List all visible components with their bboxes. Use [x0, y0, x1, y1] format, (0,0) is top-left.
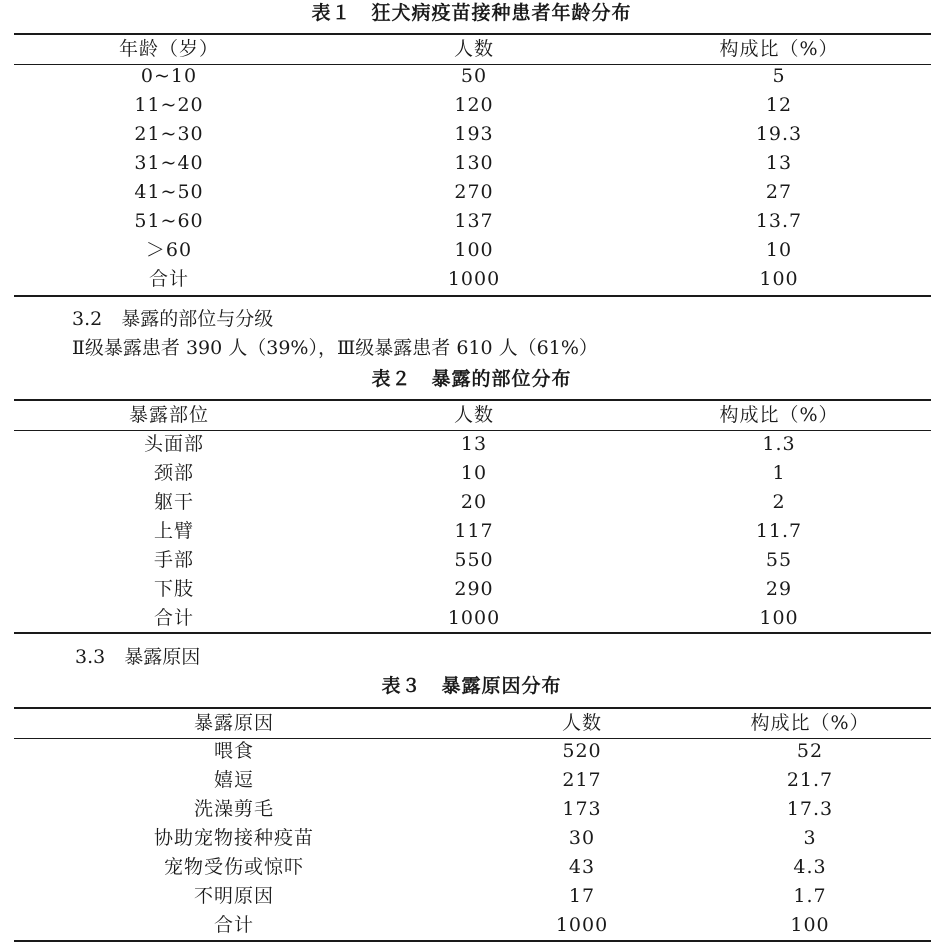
table1-cell-ratio: 100 — [759, 268, 799, 290]
table2-cell-ratio: 11.7 — [755, 520, 803, 542]
table2-row — [14, 517, 931, 546]
table3-cell-label: 合计 — [213, 914, 254, 936]
table2-cell-ratio: 2 — [772, 491, 786, 513]
table2-cell-ratio: 100 — [759, 607, 799, 629]
table2-row — [14, 546, 931, 575]
section-3-2-text: Ⅱ级暴露患者 390 人（39%），Ⅲ级暴露患者 610 人（61%） — [72, 337, 598, 359]
table3-header-ratio: 构成比（%） — [750, 712, 870, 734]
table3-cell-label: 宠物受伤或惊吓 — [163, 856, 304, 878]
table2-header-count: 人数 — [453, 404, 494, 426]
table2-cell-label: 头面部 — [143, 433, 204, 455]
table2-bottom-rule — [14, 632, 931, 634]
table1-header-count: 人数 — [453, 38, 494, 60]
table3-row — [14, 795, 931, 824]
section-3-2-heading: 3.2 暴露的部位与分级 — [72, 308, 274, 330]
table1-row — [14, 265, 931, 294]
table3-cell-ratio: 100 — [790, 914, 830, 936]
table3-row — [14, 853, 931, 882]
table1-header-age: 年龄（岁） — [118, 38, 219, 60]
table3-cell-count: 1000 — [555, 914, 609, 936]
table1-cell-ratio: 10 — [765, 239, 793, 261]
table1-cell-label: 41~50 — [134, 181, 204, 203]
table2-cell-count: 117 — [454, 520, 494, 542]
table3-cell-label: 洗澡剪毛 — [193, 798, 274, 820]
table3-cell-count: 43 — [568, 856, 596, 878]
table3-row — [14, 824, 931, 853]
table2-row — [14, 604, 931, 633]
table1-row — [14, 149, 931, 178]
table1-row — [14, 120, 931, 149]
table1-row — [14, 207, 931, 236]
table1-cell-count: 100 — [454, 239, 494, 261]
table1-cell-count: 130 — [454, 152, 494, 174]
table3-row — [14, 911, 931, 940]
table1-cell-count: 120 — [454, 94, 494, 116]
table2-cell-label: 下肢 — [153, 578, 194, 600]
table2-cell-label: 上臂 — [153, 520, 194, 542]
table2-cell-ratio: 55 — [765, 549, 793, 571]
table2-cell-count: 13 — [460, 433, 488, 455]
table2-cell-label: 躯干 — [153, 491, 194, 513]
table1-cell-ratio: 13.7 — [755, 210, 803, 232]
table3-cell-label: 不明原因 — [193, 885, 274, 907]
table1-bottom-rule — [14, 295, 931, 297]
table3-row — [14, 766, 931, 795]
table1-cell-ratio: 27 — [765, 181, 793, 203]
table1-cell-label: 0~10 — [140, 65, 198, 87]
table1-header-row — [14, 35, 931, 64]
table2-cell-count: 20 — [460, 491, 488, 513]
table1-cell-ratio: 13 — [765, 152, 793, 174]
table2-row — [14, 488, 931, 517]
table1-cell-count: 193 — [454, 123, 494, 145]
table1-header-ratio: 构成比（%） — [719, 38, 839, 60]
table3-cell-ratio: 21.7 — [786, 769, 834, 791]
table3-cell-count: 520 — [562, 740, 602, 762]
table3-header-row — [14, 709, 931, 738]
table3-cell-count: 30 — [568, 827, 596, 849]
table1-row — [14, 91, 931, 120]
table1-row — [14, 236, 931, 265]
table1-row — [14, 62, 931, 91]
table1-caption: 表１ 狂犬病疫苗接种患者年龄分布 — [311, 2, 632, 24]
table1-cell-label: 21~30 — [134, 123, 204, 145]
table1-row — [14, 178, 931, 207]
table1-cell-label: 51~60 — [134, 210, 204, 232]
table3-cell-ratio: 17.3 — [786, 798, 834, 820]
table1-cell-count: 270 — [454, 181, 494, 203]
table3-row — [14, 882, 931, 911]
table1-cell-label: 31~40 — [134, 152, 204, 174]
table3-header-count: 人数 — [561, 712, 602, 734]
table2-cell-count: 1000 — [447, 607, 501, 629]
table1-cell-count: 1000 — [447, 268, 501, 290]
table1-cell-label: 11~20 — [134, 94, 204, 116]
table1-cell-count: 137 — [454, 210, 494, 232]
table3-cell-ratio: 52 — [796, 740, 824, 762]
table3-cell-ratio: 4.3 — [793, 856, 827, 878]
table3-caption: 表３ 暴露原因分布 — [381, 675, 562, 697]
table3-bottom-rule — [14, 940, 931, 942]
table1-cell-ratio: 12 — [765, 94, 793, 116]
table2-cell-count: 550 — [454, 549, 494, 571]
table3-cell-count: 17 — [568, 885, 596, 907]
table2-row — [14, 575, 931, 604]
table2-header-row — [14, 401, 931, 430]
table3-cell-label: 嬉逗 — [213, 769, 254, 791]
table1-cell-count: 50 — [460, 65, 488, 87]
table2-cell-count: 10 — [460, 462, 488, 484]
section-3-3-heading: 3.3 暴露原因 — [75, 646, 201, 668]
table2-row — [14, 459, 931, 488]
table2-cell-ratio: 29 — [765, 578, 793, 600]
table3-row — [14, 737, 931, 766]
table1-cell-label: 合计 — [148, 268, 189, 290]
table2-caption: 表２ 暴露的部位分布 — [371, 368, 572, 390]
table2-cell-label: 颈部 — [153, 462, 194, 484]
table3-cell-ratio: 1.7 — [793, 885, 827, 907]
table2-cell-label: 手部 — [153, 549, 194, 571]
table3-cell-ratio: 3 — [803, 827, 817, 849]
table1-cell-ratio: 5 — [772, 65, 786, 87]
table2-cell-count: 290 — [454, 578, 494, 600]
table2-cell-ratio: 1 — [772, 462, 786, 484]
table2-row — [14, 430, 931, 459]
table3-cell-count: 173 — [562, 798, 602, 820]
table1-cell-label: ＞60 — [145, 239, 193, 261]
table3-cell-label: 喂食 — [213, 740, 254, 762]
table1-cell-ratio: 19.3 — [755, 123, 803, 145]
table2-cell-label: 合计 — [153, 607, 194, 629]
table3-cell-label: 协助宠物接种疫苗 — [153, 827, 314, 849]
table3-header-cause: 暴露原因 — [193, 712, 274, 734]
table2-header-site: 暴露部位 — [128, 404, 209, 426]
table2-cell-ratio: 1.3 — [762, 433, 796, 455]
table3-cell-count: 217 — [562, 769, 602, 791]
table2-header-ratio: 构成比（%） — [719, 404, 839, 426]
